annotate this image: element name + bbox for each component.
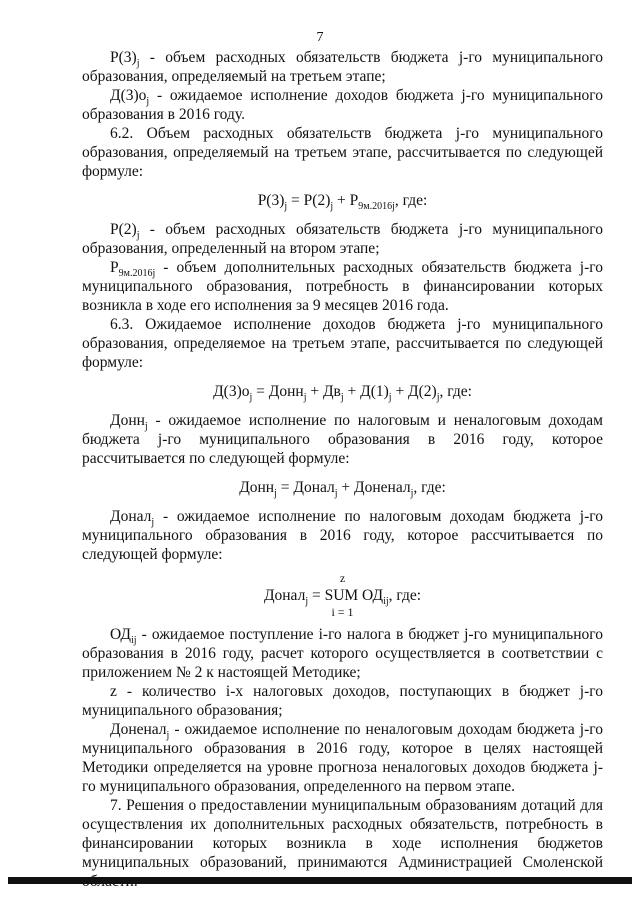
clause-7: 7. Решения о предоставлении муниципальным образованиям дотаций для осуществления их дополнительных расходных обязательств, потребность в финансировании которых возникла в ходе исполнения бюджетов муниципальных образований, принимаются Администрацией Смоленской	[82, 797, 603, 871]
definition-r9m: $Р_{9м.2016j}$ - объем дополнительных расходных обязательств бюджета j-го муниципального образования, потребность в финансировании которых возникла в ходе его исполнения за 9 месяцев 2016 года.	[82, 259, 603, 314]
clause-6-2: 6.2. Объем расходных обязательств бюджета j-го муниципального образования, определяемый на третьем этапе, рассчитывается по следующей формуле:	[82, 125, 603, 180]
definition-donal: Донал$_j$ - ожидаемое исполнение по налоговым доходам бюджета j-го муниципального образования в 2016 году, которое рассчитывается по следующей формуле:	[82, 508, 603, 563]
document-body	[82, 48, 603, 891]
definition-d3o: $Д(3)о_j$ - ожидаемое исполнение доходов бюджета j-го муниципального образования в 2016 году.	[82, 87, 603, 123]
sum-lower-limit: i = 1	[331, 605, 354, 619]
formula-donal-sum	[82, 570, 603, 621]
definition-r3: $Р(3)_j$ - объем расходных обязательств бюджета j-го муниципального образования, определяемый на третьем этапе;	[82, 49, 603, 85]
formula-r3: $Р(3)_j = Р(2)_j + Р_{9м.2016j}$, где:	[257, 192, 428, 213]
definition-donenal: Доненал$_j$ - ожидаемое исполнение по неналоговым доходам бюджета j-го муниципального образования в 2016 году, которое в целях настоящей Методики определяется на уровне прогноза неналоговых доходов бюджета j-го муниципального образования, определенного на первом этапе.	[82, 721, 603, 795]
formula-d3o: $Д(3)о_j$ = Донн$_j$ + $Дв_j + Д(1)_j + Д(2)_j$, где:	[213, 383, 472, 404]
page-number: 7	[316, 30, 324, 45]
sum-upper-limit: z	[339, 571, 346, 585]
sum-expression: Донал$_j$ = SUM $ОД_{ij}$, где:	[263, 587, 422, 608]
formula-donn: Донн$_j$ = Донал$_j$ + Доненал$_j$, где:	[239, 479, 446, 500]
definition-od: $ОД_{ij}$ - ожидаемое поступление i-го налога в бюджет j-го муниципального образования в 2016 году, расчет которого осуществляется в соответствии с приложением № 2 к настоящей Методике;	[82, 626, 603, 681]
definition-r2: $Р(2)_j$ - объем расходных обязательств бюджета j-го муниципального образования, определенный на втором этапе;	[82, 221, 603, 257]
definition-z: z - количество i-х налоговых доходов, поступающих в бюджет j-го муниципального образования;	[82, 683, 603, 719]
clause-6-3: 6.3. Ожидаемое исполнение доходов бюджета j-го муниципального образования, определяемое на третьем этапе, рассчитывается по следующей формуле:	[82, 316, 603, 371]
bottom-border-bar	[8, 877, 632, 884]
definition-donn: Донн$_j$ - ожидаемое исполнение по налоговым и неналоговым доходам бюджета j-го муниципального образования в 2016 году, которое рассчитывается по следующей формуле:	[82, 412, 603, 467]
